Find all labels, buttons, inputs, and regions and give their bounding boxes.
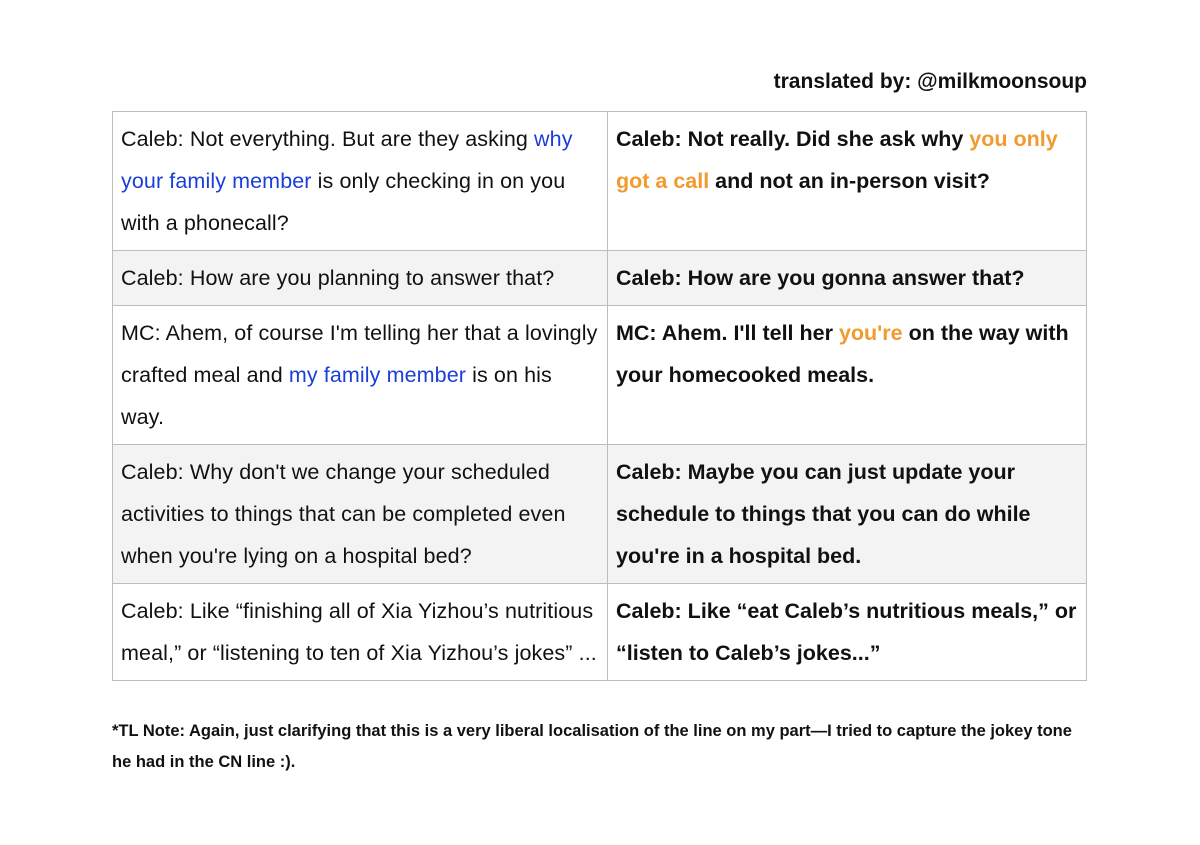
line-text: is on his way. (121, 363, 552, 429)
line-text: MC: Ahem, of course I'm telling her that a lovingly crafted meal and (121, 321, 598, 387)
highlighted-phrase: my family member (288, 363, 467, 387)
highlighted-phrase: you only got a call (616, 127, 1058, 193)
line-text: Caleb: How are you planning to answer that? (121, 266, 555, 290)
localized-translation-cell (608, 445, 1087, 584)
line-text: Caleb: Like “finishing all of Xia Yizhou’s nutritious meal,” or “listening to ten of Xia Yizhou’s jokes” ... (121, 599, 597, 665)
line-text: Caleb: Not really. Did she ask why (616, 127, 970, 151)
line-text: MC: Ahem. I'll tell her (616, 321, 839, 345)
literal-translation-cell (113, 251, 608, 306)
line-text: Caleb: Maybe you can just update your schedule to things that you can do while you're in a hospital bed. (616, 460, 1031, 568)
highlighted-phrase: you're (838, 321, 903, 345)
table-row (113, 251, 1087, 306)
line-text: is only checking in on you with a phonecall? (121, 169, 566, 235)
localized-translation-cell (608, 306, 1087, 445)
localized-translation-cell (608, 251, 1087, 306)
line-text: and not an in-person visit? (709, 169, 990, 193)
translation-table (112, 111, 1087, 681)
localized-translation-cell (608, 584, 1087, 681)
line-text: Caleb: How are you gonna answer that? (616, 266, 1025, 290)
line-text: Caleb: Why don't we change your scheduled activities to things that can be completed even when you're lying on a hospital bed? (121, 460, 566, 568)
line-text: Caleb: Not everything. But are they asking (121, 127, 535, 151)
table-row (113, 306, 1087, 445)
translator-note: *TL Note: Again, just clarifying that this is a very liberal localisation of the line on my part—I tried to capture the jokey tone he had in the CN line :). (112, 722, 1072, 771)
line-text: Caleb: Like “eat Caleb’s nutritious meals,” or “listen to Caleb’s jokes...” (616, 599, 1077, 665)
literal-translation-cell (113, 584, 608, 681)
table-row (113, 112, 1087, 251)
localized-translation-cell (608, 112, 1087, 251)
line-text: on the way with your homecooked meals. (616, 321, 1069, 387)
table-row (113, 584, 1087, 681)
literal-translation-cell (113, 445, 608, 584)
highlighted-phrase: why your family member (121, 127, 573, 193)
table-row (113, 445, 1087, 584)
literal-translation-cell (113, 306, 608, 445)
translator-credit: translated by: @milkmoonsoup (773, 70, 1087, 93)
literal-translation-cell (113, 112, 608, 251)
